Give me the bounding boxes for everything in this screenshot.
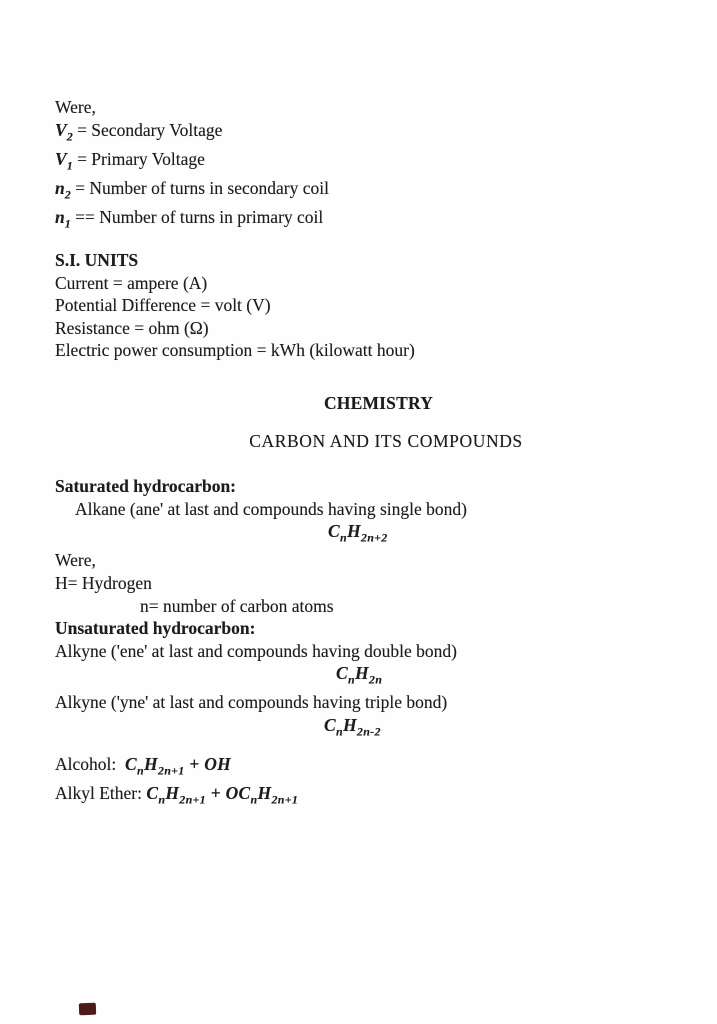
alkane-general-formula: $C_nH_{2n+2}$ bbox=[328, 521, 388, 545]
math-symbol-v2: $V_2$ bbox=[55, 119, 73, 144]
alkene-general-formula: $C_nH_{2n}$ bbox=[336, 663, 383, 687]
definition-secondary-voltage bbox=[55, 119, 692, 148]
definition-text: = Secondary Voltage bbox=[72, 119, 223, 140]
alcohol-ether-block bbox=[55, 753, 692, 811]
definition-text: == Number of turns in primary coil bbox=[70, 206, 324, 227]
definition-secondary-turns bbox=[55, 177, 692, 206]
were-label: Were, bbox=[55, 97, 96, 117]
si-unit-potential-difference: Potential Difference = volt (V) bbox=[55, 295, 271, 316]
definition-primary-voltage bbox=[55, 148, 692, 177]
physics-section bbox=[55, 96, 692, 362]
page-content bbox=[55, 96, 692, 811]
si-unit-electric-power: Electric power consumption = kWh (kilowatt hour) bbox=[55, 340, 415, 361]
ink-smudge-mark bbox=[79, 1003, 96, 1016]
were-label-2: Were, bbox=[55, 550, 96, 571]
si-units-block bbox=[55, 249, 692, 362]
saturated-hydrocarbon-block bbox=[55, 475, 692, 743]
unsaturated-heading: Unsaturated hydrocarbon: bbox=[55, 618, 256, 639]
hydrogen-definition: H= Hydrogen bbox=[55, 573, 152, 593]
alkyl-ether-formula: $C_nH_{2n+1} + OC_nH_{2n+1}$ bbox=[146, 783, 299, 807]
math-symbol-n2: $n_2$ bbox=[55, 177, 71, 202]
alkyne-description: Alkyne ('yne' at last and compounds having triple bond) bbox=[55, 692, 448, 713]
alcohol-line bbox=[55, 753, 692, 782]
si-unit-resistance: Resistance = ohm (Ω) bbox=[55, 317, 209, 338]
chemistry-heading: CHEMISTRY bbox=[323, 392, 434, 413]
alkyl-ether-label: Alkyl Ether: bbox=[55, 783, 142, 804]
math-symbol-v1: $V_1$ bbox=[55, 148, 73, 173]
alcohol-label: Alcohol: bbox=[55, 754, 117, 775]
alkyl-ether-line bbox=[55, 782, 692, 811]
si-units-heading: S.I. UNITS bbox=[55, 249, 139, 270]
alkene-description: Alkyne ('ene' at last and compounds having double bond) bbox=[55, 640, 457, 661]
definition-text: = Number of turns in secondary coil bbox=[70, 177, 329, 198]
alcohol-formula: $C_nH_{2n+1}$ + OH bbox=[125, 754, 232, 778]
carbon-atoms-definition: n= number of carbon atoms bbox=[140, 595, 334, 616]
si-unit-current: Current = ampere (A) bbox=[55, 272, 208, 293]
definition-text: = Primary Voltage bbox=[72, 148, 205, 169]
chemistry-section bbox=[55, 392, 692, 811]
saturated-heading: Saturated hydrocarbon: bbox=[55, 476, 237, 497]
alkyne-general-formula: $C_nH_{2n-2}$ bbox=[324, 715, 381, 739]
math-symbol-n1: $n_1$ bbox=[55, 206, 71, 231]
alkane-description: Alkane (ane' at last and compounds having single bond) bbox=[75, 498, 467, 519]
carbon-compounds-subheading: CARBON AND ITS COMPOUNDS bbox=[249, 430, 523, 451]
definition-primary-turns bbox=[55, 206, 692, 235]
